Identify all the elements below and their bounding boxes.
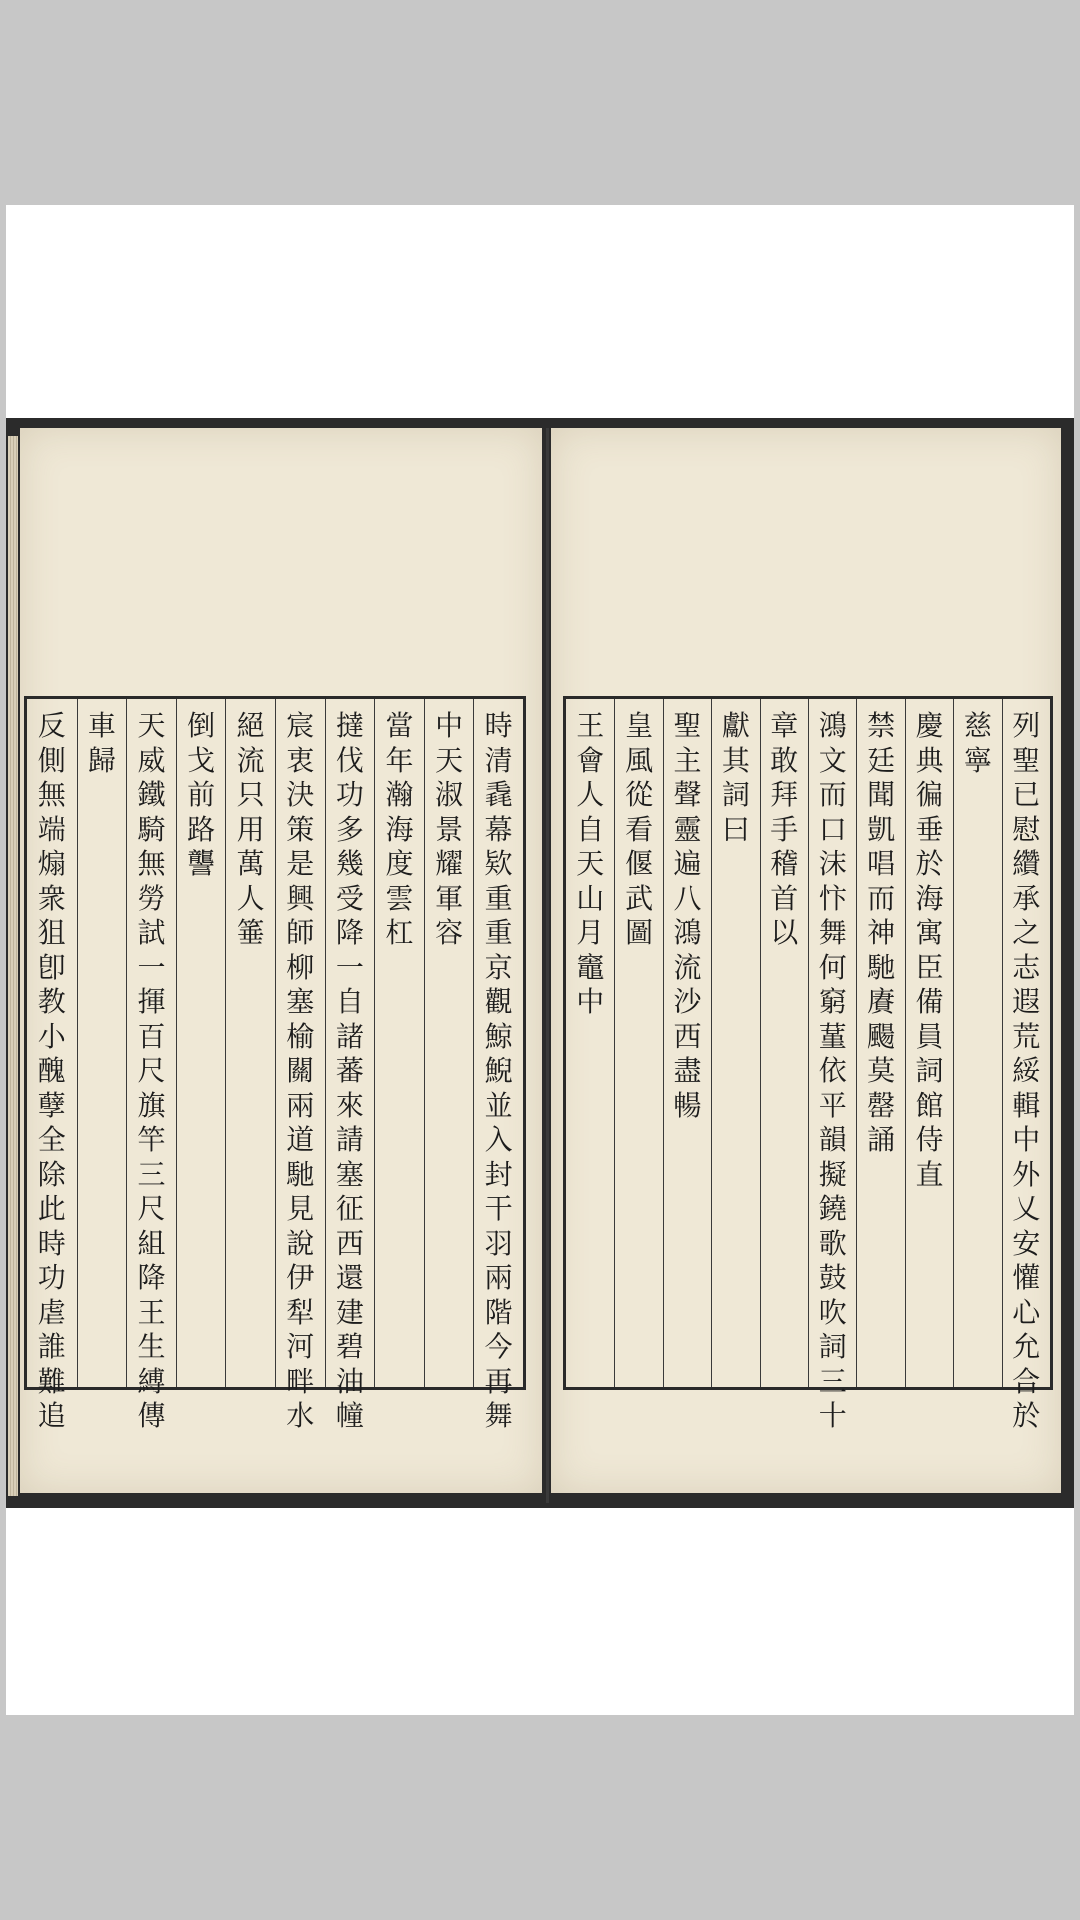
left-text-column: 反 側 無 端 煽 衆 狙 卽 教 小 醜 孽 全 除 此 時 功 虐 誰 難 追	[37, 709, 66, 1432]
right-page	[551, 428, 1061, 1493]
left-text-column: 當 年 瀚 海 度 雲 杠	[374, 699, 424, 1387]
right-text-column: 禁 廷 聞 凱 唱 而 神 馳 賡 颺 莫 罄 誦	[856, 699, 904, 1387]
right-text-column: 鴻 文 而 口 沫 忭 舞 何 窮 蓳 依 平 韻 擬 鐃 歌 鼓 吹 詞 三 十	[808, 699, 856, 1387]
scan-sheet	[6, 205, 1074, 1715]
left-text-column: 時 清 毳 幕 欵 重 重 京 觀 鯨 鯢 並 入 封 干 羽 兩 階 今 再 舞	[473, 699, 523, 1387]
page-edges	[8, 436, 18, 1496]
book-spread	[6, 418, 1074, 1508]
right-text-column: 慶 典 徧 垂 於 海 寓 臣 備 員 詞 館 侍 直	[905, 699, 953, 1387]
left-text-column: 撻 伐 功 多 幾 受 降 一 自 諸 蕃 來 請 塞 征 西 還 建 碧 油 幢	[325, 699, 375, 1387]
left-text-frame	[24, 696, 526, 1432]
right-text-frame	[563, 696, 1053, 1432]
left-text-column: 天 威 鐵 騎 無 勞 試 一 揮 百 尺 旗 竿 三 尺 組 降 王 生 縛 傳	[126, 699, 176, 1387]
right-text-column: 章 敢 拜 手 稽 首 以	[760, 699, 808, 1387]
right-text-column: 皇 風 從 看 偃 武 圖	[614, 699, 662, 1387]
left-text-column: 車 歸	[77, 699, 127, 1387]
right-text-column: 列 聖 已 慰 纘 承 之 志 遐 荒 綏 輯 中 外 乂 安 懽 心 允 合 於	[1002, 699, 1050, 1387]
left-text-column: 宸 衷 決 策 是 興 師 柳 塞 榆 關 兩 道 馳 見 說 伊 犁 河 畔 水	[275, 699, 325, 1387]
left-text-column: 中 天 淑 景 耀 軍 容	[424, 699, 474, 1387]
left-text-column: 倒 戈 前 路 讋	[176, 699, 226, 1387]
right-text-column: 慈 寧	[953, 699, 1001, 1387]
left-page	[20, 428, 542, 1493]
right-text-column: 獻 其 詞 曰	[711, 699, 759, 1387]
right-text-column: 王 會 人 自 天 山 月 竈 中	[576, 709, 605, 1018]
right-text-column: 聖 主 聲 靈 遍 八 鴻 流 沙 西 盡 暢	[663, 699, 711, 1387]
spine-divider	[546, 428, 549, 1503]
left-text-column: 絕 流 只 用 萬 人 箠	[225, 699, 275, 1387]
